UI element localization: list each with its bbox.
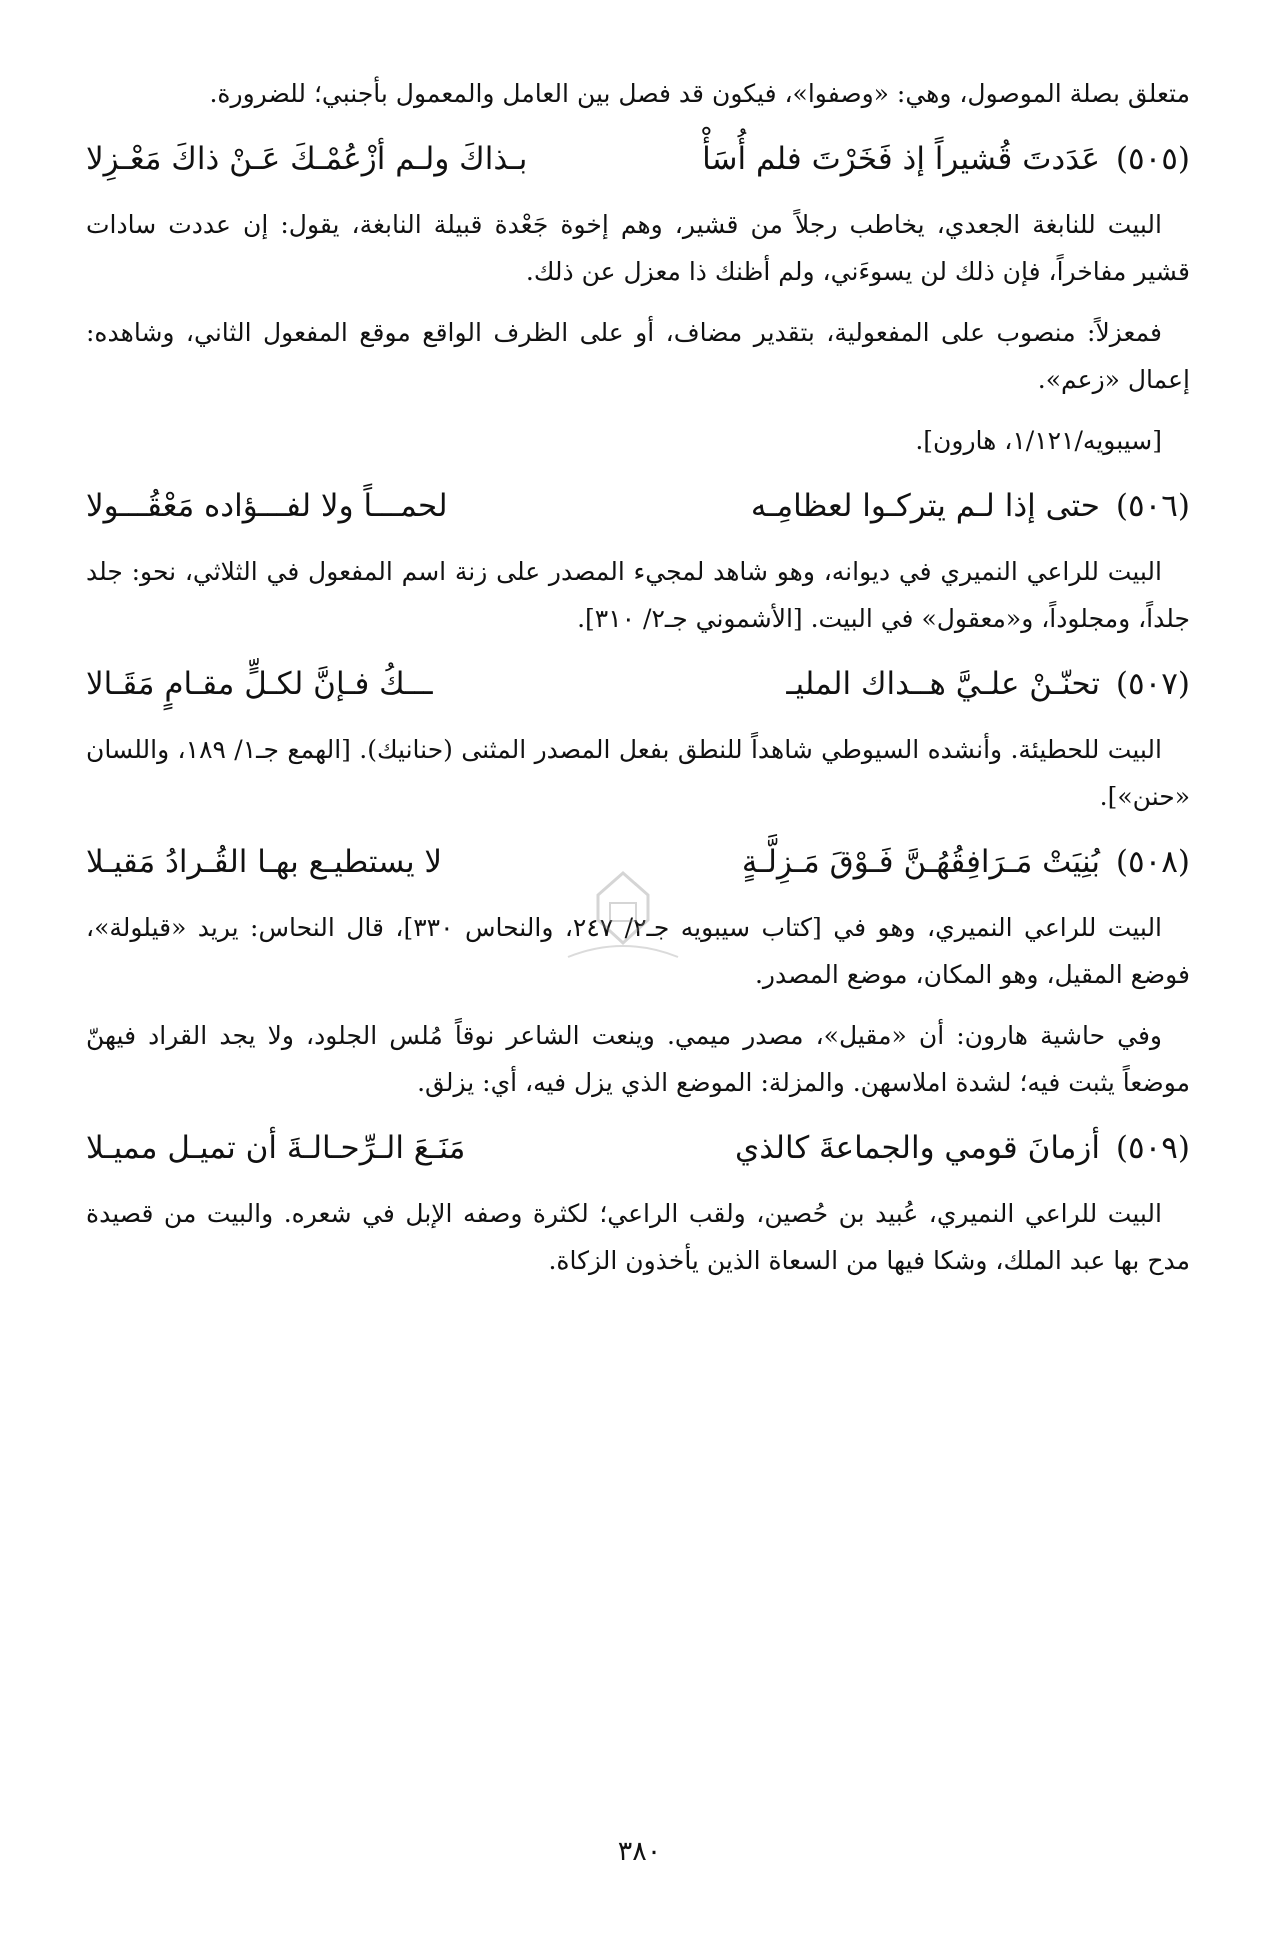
verse-number: (٥٠٥) xyxy=(1115,141,1190,177)
verse-text-first: أزمانَ قومي والجماعةَ كالذي xyxy=(735,1130,1100,1166)
watermark-stamp-icon xyxy=(548,865,698,975)
commentary-paragraph: فمعزلاً: منصوب على المفعولية، بتقدير مضاف، أو على الظرف الواقع موقع المفعول الثاني، وشاهده: إعمال «زعم». xyxy=(86,318,1190,394)
text-column xyxy=(86,70,1190,1298)
verse-hemistich-2: لا يستطيـع بهـا القُـرادُ مَقيـلا xyxy=(86,844,443,880)
verse-hemistich-2: ـــكُ فـإنَّ لكـلٍّ مقـامٍ مَقَـالا xyxy=(86,666,433,702)
commentary-paragraph: البيت للحطيئة. وأنشده السيوطي شاهداً للنطق بفعل المصدر المثنى (حنانيك). [الهمع جـ١/ ١٨٩، واللسان «حنن»]. xyxy=(86,735,1190,811)
verse-number: (٥٠٧) xyxy=(1115,666,1190,702)
commentary-paragraph: البيت للراعي النميري، عُبيد بن حُصين، ولقب الراعي؛ لكثرة وصفه الإبل في شعره. والبيت من قصيدة مدح بها عبد الملك، وشكا فيها من السعاة الذين يأخذون الزكاة. xyxy=(86,1199,1190,1275)
verse-hemistich-2: بـذاكَ ولـم أزْعُمْـكَ عَـنْ ذاكَ مَعْـزِلا xyxy=(86,141,528,177)
continuation-paragraph: متعلق بصلة الموصول، وهي: «وصفوا»، فيكون قد فصل بين العامل والمعمول بأجنبي؛ للضرورة. xyxy=(209,79,1190,108)
verse-text-first: حتى إذا لـم يتركـوا لعظامِـه xyxy=(750,488,1100,524)
verse-hemistich-1 xyxy=(786,656,1190,712)
commentary-paragraph: البيت للراعي النميري، وهو في [كتاب سيبويه جـ٢/ ٢٤٧، والنحاس ٣٣٠]، قال النحاس: يريد «قيلولة»، فوضع المقيل، وهو المكان، موضع المصدر. xyxy=(86,913,1190,989)
reference-paragraph: [سيبويه/١/١٢١، هارون]. xyxy=(915,426,1162,455)
verse-text-first: عَدَدتَ قُشيراً إذ فَخَرْتَ فلم أُسَأْ xyxy=(702,141,1100,177)
verse-507 xyxy=(86,656,1190,712)
verse-hemistich-1 xyxy=(735,1120,1190,1176)
verse-hemistich-2: مَنَـعَ الـرِّحـالـةَ أن تميـل مميـلا xyxy=(86,1130,466,1166)
commentary-paragraph: البيت للراعي النميري في ديوانه، وهو شاهد لمجيء المصدر على زنة اسم المفعول في الثلاثي، نحو: جلد جلداً، ومجلوداً، و«معقول» في البيت. [الأشموني جـ٢/ ٣١٠]. xyxy=(86,557,1190,633)
page-number: ٣٨٠ xyxy=(617,1836,662,1867)
verse-509 xyxy=(86,1120,1190,1176)
commentary-paragraph: البيت للنابغة الجعدي، يخاطب رجلاً من قشير، وهم إخوة جَعْدة قبيلة النابغة، يقول: إن عددت سادات قشير مفاخراً، فإن ذلك لن يسوءَني، ولم أظنك ذا معزل عن ذلك. xyxy=(86,210,1190,286)
verse-hemistich-1 xyxy=(702,131,1190,187)
verse-number: (٥٠٨) xyxy=(1115,844,1190,880)
commentary-paragraph: وفي حاشية هارون: أن «مقيل»، مصدر ميمي. وينعت الشاعر نوقاً مُلس الجلود، ولا يجد القراد فيهنّ موضعاً يثبت فيه؛ لشدة املاسهن. والمزلة: الموضع الذي يزل فيه، أي: يزلق. xyxy=(86,1021,1190,1097)
verse-hemistich-2: لحمـــاً ولا لفـــؤاده مَعْقُـــولا xyxy=(86,488,448,524)
verse-505 xyxy=(86,131,1190,187)
verse-number: (٥٠٩) xyxy=(1115,1130,1190,1166)
verse-hemistich-1 xyxy=(742,834,1190,890)
verse-text-first: تحنّـنْ علـيَّ هــداك المليـ xyxy=(786,666,1100,702)
verse-506 xyxy=(86,478,1190,534)
verse-hemistich-1 xyxy=(751,478,1190,534)
verse-number: (٥٠٦) xyxy=(1115,488,1190,524)
verse-text-first: بُنِيَتْ مَـرَافِقُهُـنَّ فَـوْقَ مَـزِلَّـةٍ xyxy=(741,844,1100,880)
